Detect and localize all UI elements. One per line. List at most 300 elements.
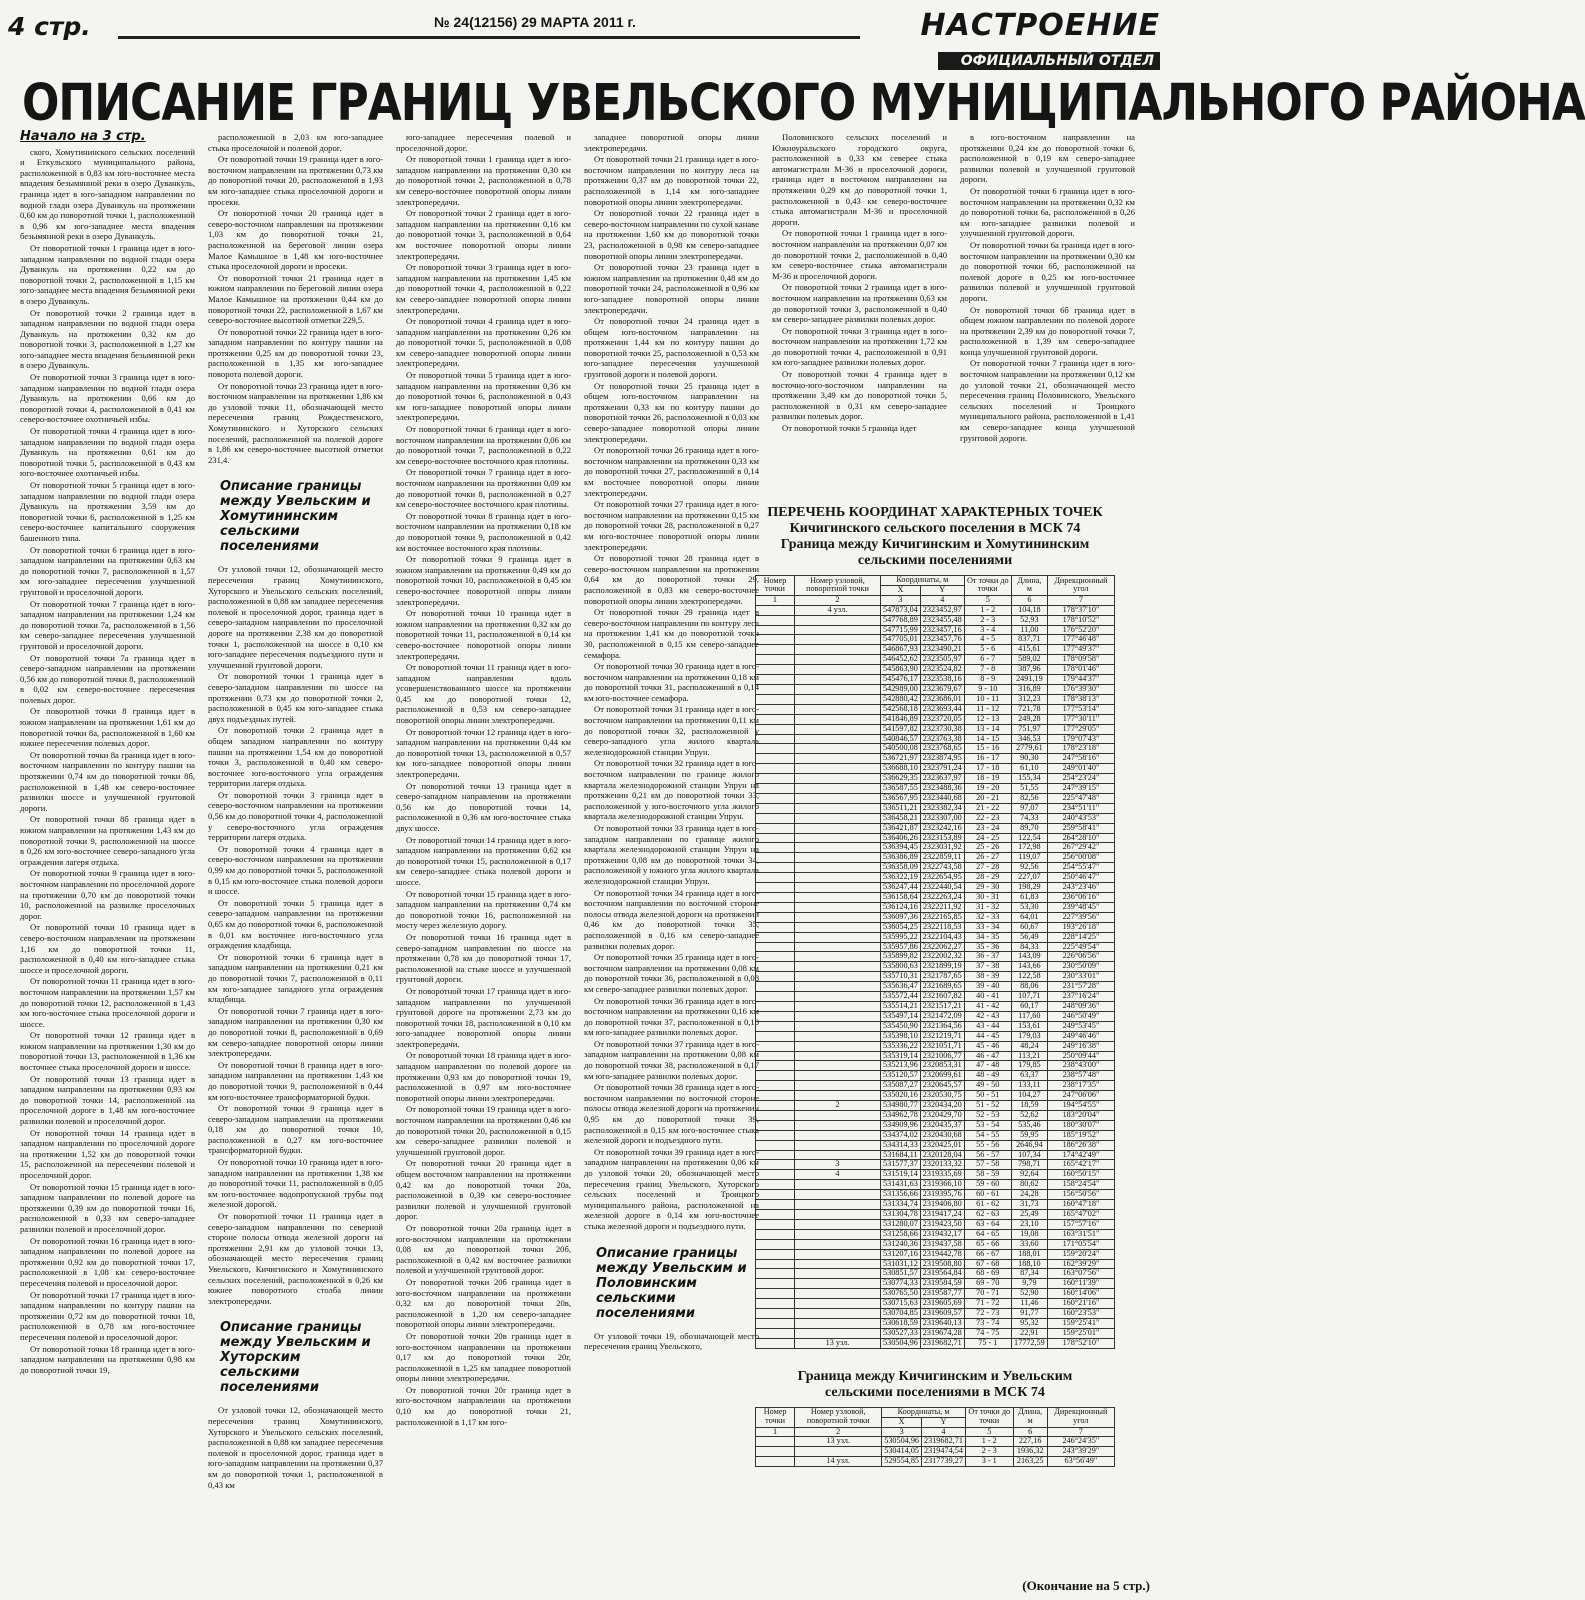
table-cell [794,625,880,635]
paragraph: От поворотной точки 6 граница идет в западном направлении на протяжении 0,21 км до поворотной точки 7, расположенной в 0,11 км юго-западнее западного угла ограждения кладбища. [208,951,383,1005]
paragraph: От поворотной точки 36 граница идет в юго-восточном направлении на протяжении 0,16 км до поворотной точки 37, расположенной в 0,10 км юго-западнее развилки полевых дорог. [584,995,759,1038]
header-from-to: От точки до точки [965,1407,1013,1427]
table-cell [794,793,880,803]
table-cell: 46 - 47 [964,1051,1011,1061]
table-cell [756,1190,795,1200]
table-row [756,764,1115,774]
table-cell: 183°20'04" [1047,1110,1114,1120]
table-cell: 159°25'01" [1047,1328,1114,1338]
column-number: 6 [1013,1427,1047,1437]
table-row [756,922,1115,932]
column-number: 5 [965,1427,1013,1437]
table-cell: 3 - 1 [965,1457,1013,1467]
table-cell: 25,49 [1011,1210,1047,1220]
table-cell: 346,53 [1011,734,1047,744]
table-row [756,1328,1115,1338]
column-3-text [396,132,571,1427]
table-cell [756,1160,795,1170]
table-cell: 48,24 [1011,1041,1047,1051]
table-cell [756,902,795,912]
table-cell: 3 - 4 [964,625,1011,635]
table-cell: 247°58'16" [1047,754,1114,764]
table-cell [756,1130,795,1140]
header-x: X [881,585,921,595]
table-row [756,1091,1115,1101]
column-number: 7 [1047,595,1114,605]
page-header [8,8,1160,48]
table-row [756,714,1115,724]
table-row [756,754,1115,764]
table-cell: 66 - 67 [964,1249,1011,1259]
table-cell: 26 - 27 [964,853,1011,863]
table-cell: 2322062,27 [920,942,964,952]
table-cell: 178°10'52" [1047,615,1114,625]
table-cell [756,972,795,982]
table-cell: 53,30 [1011,902,1047,912]
paragraph: От поворотной точки 8 граница идет в юго-западном направлении на протяжении 1,43 км до поворотной точки 9, расположенной в 0,44 км юго-восточнее трансформаторной будки. [208,1059,383,1102]
table-cell [794,1200,880,1210]
paragraph: От поворотной точки 10 граница идет в северо-восточном направлении на протяжении 1,16 км до поворотной точки 11, расположенной в 0,40 км юго-западнее стыка шоссе и проселочной дороги. [20,922,195,975]
table-cell: 230°33'01" [1047,972,1114,982]
paragraph: От поворотной точки 22 граница идет в северо-восточном направлении по сухой канаве на протяжении 1,60 км до поворотной точки 23, расположенной в 0,98 км северо-западнее поворотной опоры линии электропередачи. [584,208,759,261]
table-row [756,863,1115,873]
paragraph: От поворотной точки 7 граница идет в юго-восточном направлении на протяжении 0,09 км до поворотной точки 8, расположенной в 0,27 км северо-восточнее восточного края плотины. [396,467,571,510]
header-angle: Дирекционный угол [1047,1407,1114,1427]
table-cell: 51 - 52 [964,1101,1011,1111]
table-cell: 535336,22 [881,1041,921,1051]
table-cell: 12 - 13 [964,714,1011,724]
table-cell: 22 - 23 [964,813,1011,823]
table-row [756,952,1115,962]
table-cell: 535572,44 [881,992,921,1002]
table-cell [794,655,880,665]
table-cell: 177°49'37" [1047,645,1114,655]
table-cell: 122,54 [1011,833,1047,843]
table-cell: 177°30'11" [1047,714,1114,724]
table-cell: 530704,85 [881,1309,921,1319]
paragraph: От поворотной точки 11 граница идет в юго-западном направлении вдоль усовершенствованного шоссе на протяжении 0,45 км до поворотной точки 12, расположенной в 0,53 км северо-западнее поворотной опоры линии электропередачи. [396,662,571,726]
table-row [756,942,1115,952]
table-cell: 178°37'10" [1047,605,1114,615]
table-cell: 43 - 44 [964,1021,1011,1031]
table-row [756,1170,1115,1180]
table-cell [756,1437,795,1447]
table-cell: 535710,31 [881,972,921,982]
paragraph: в юго-восточном направлении на протяжении 0,24 км до поворотной точки 6, расположенной в 0,19 км северо-западнее развилки полевой и улучшенной грунтовой дороги. [960,132,1135,185]
column-number: 4 [920,595,964,605]
table-cell: 250°09'44" [1047,1051,1114,1061]
table-cell: 2321607,82 [920,992,964,1002]
table-cell: 2319682,71 [922,1437,966,1447]
table-cell [794,1031,880,1041]
table-cell: 19 - 20 [964,784,1011,794]
table-cell: 3 [794,1160,880,1170]
table-cell: 238°17'35" [1047,1081,1114,1091]
table-cell: 31 - 32 [964,902,1011,912]
table-cell [794,833,880,843]
table-row [756,784,1115,794]
paragraph: От поворотной точки 5 граница идет [782,423,917,434]
table-cell [756,1318,795,1328]
page-number: 4 стр. [8,12,91,41]
table-cell: 143,66 [1011,962,1047,972]
paragraph: От поворотной точки 1 граница идет в юго-западном направлении по водной глади озера Дуванкуль на протяжении 0,22 км до поворотной точки 2, расположенной в 1,15 км юго-западнее места впадения безымянной реки в озеро Дуванкуль. [20,242,195,306]
table-cell: 60 - 61 [964,1190,1011,1200]
table-cell: 179°07'43" [1047,734,1114,744]
table-cell: 2319508,80 [920,1259,964,1269]
table-cell: 2319474,54 [922,1447,966,1457]
paragraph: От поворотной точки 15 граница идет в юго-западном направлении на протяжении 0,74 км до поворотной точки 16, расположенной на мосту через железную дорогу. [396,888,571,931]
column-number: 4 [922,1427,966,1437]
table-row [756,1309,1115,1319]
table-cell: 143,09 [1011,952,1047,962]
table-cell: 97,07 [1011,803,1047,813]
table-cell: 536587,55 [881,784,921,794]
table-row [756,1210,1115,1220]
table-cell [794,843,880,853]
table-cell: 254°23'24" [1047,774,1114,784]
table-cell: 104,18 [1011,605,1047,615]
paragraph: От поворотной точки 18 граница идет в юго-западном направлении по полевой дороге на протяжении 0,93 км до поворотной точки 19, расположенной в 0,97 км юго-восточнее поворотной опоры линии электропередачи. [396,1050,571,1103]
column-number: 2 [795,1427,882,1437]
table-cell [756,625,795,635]
table-cell [756,1229,795,1239]
table-cell: 160°47'18" [1047,1200,1114,1210]
table-cell [794,774,880,784]
table-cell [756,942,795,952]
table-1-body [756,605,1115,1348]
table-row [756,694,1115,704]
table-cell: 2323490,21 [920,645,964,655]
table-cell: 228°14'25" [1047,932,1114,942]
table-cell [756,1259,795,1269]
table-cell: 32 - 33 [964,912,1011,922]
table-cell [756,635,795,645]
paragraph: От поворотной точки 28 граница идет в северо-восточном направлении на протяжении 0,64 км до поворотной точки 29, расположенной в 0,83 км северо-восточнее поворотной опоры линии электропередачи. [584,553,759,606]
table-cell: 49 - 50 [964,1081,1011,1091]
table-cell: 28 - 29 [964,873,1011,883]
table-cell [756,774,795,784]
table-cell: 536394,45 [881,843,921,853]
paragraph: От поворотной точки 8а граница идет в юго-восточном направлении по контуру пашни на протяжении 0,74 км до поворотной точки 8б, расположенной в 1,48 км северо-восточнее развилки шоссе и улучшенной грунтовой дороги. [20,749,195,813]
table-cell: 179,85 [1011,1061,1047,1071]
table-cell: 536247,44 [881,883,921,893]
table-cell: 312,23 [1011,694,1047,704]
header-node: Номер узловой, поворотной точки [794,576,880,596]
table-cell: 2321472,09 [920,1011,964,1021]
table-cell: 2320425,01 [920,1140,964,1150]
table-row [756,823,1115,833]
table-cell: 240°43'53" [1047,813,1114,823]
table-cell [756,922,795,932]
table-cell [756,1200,795,1210]
table-cell [794,823,880,833]
table-cell [756,1309,795,1319]
table-cell [756,1041,795,1051]
table-cell: 84,33 [1011,942,1047,952]
paragraph: От поворотной точки 2 граница идет в юго-восточном направлении на протяжении 0,63 км до поворотной точки 3, расположенной в 0,40 км северо-западнее развилки полевых дорог. [772,282,947,325]
paragraph: От поворотной точки 2 граница идет в общем западном направлении по контуру пашни на протяжении 1,54 км до поворотной точки 3, расположенной в 0,40 км северо-восточнее юго-восточного угла ограждения территории лагеря отдыха. [208,725,383,789]
table-cell [794,1021,880,1031]
table-cell: 2323693,44 [920,704,964,714]
table-cell: 7 - 8 [964,665,1011,675]
table-cell: 2323730,38 [920,724,964,734]
table-row [756,1259,1115,1269]
table-cell [794,1001,880,1011]
table-cell: 545476,17 [881,675,921,685]
table-cell: 2320429,70 [920,1110,964,1120]
table-cell: 157°57'16" [1047,1219,1114,1229]
table-cell: 530765,50 [881,1289,921,1299]
table-cell: 2323874,95 [920,754,964,764]
table-cell [756,1180,795,1190]
paragraph: От поворотной точки 1 граница идет в юго-восточном направлении на протяжении 0,07 км до поворотной точки 2, расположенной в 0,40 км северо-восточнее стыка автомагистрали М-36 и проселочной дороги. [772,228,947,281]
table-row [756,813,1115,823]
table-cell: 535514,21 [881,1001,921,1011]
table-cell [794,1061,880,1071]
table-cell: 535319,14 [881,1051,921,1061]
paragraph: От поворотной точки 12 граница идет в юго-западном направлении на протяжении 0,44 км до поворотной точки 13, расположенной в 0,57 км юго-западнее поворотной опоры линии электропередачи. [396,726,571,780]
table-cell [794,1229,880,1239]
table-cell: 231°57'28" [1047,982,1114,992]
table-cell: 2321517,21 [920,1001,964,1011]
paragraph: От поворотной точки 20г граница идет в юго-восточном направлении на протяжении 0,10 км до поворотной точки 21, расположенной в 1,17 км юго- [396,1384,571,1427]
table-cell: 177°53'14" [1047,704,1114,714]
table-cell: 16 - 17 [964,754,1011,764]
table-cell [794,1190,880,1200]
table-cell: 179,03 [1011,1031,1047,1041]
paragraph: ского, Хомутининского сельских поселений и Еткульского муниципального района, расположенной в 0,83 км юго-восточнее места впадения безымянной реки в озеро Дуванкуль, граница идет в юго-западном направлении по водной глади озера Дуванкуль на протяжении 0,60 км до поворотной точки 1, расположенной в 0,96 км юго-западнее места впадения безымянной реки в озеро Дуванкуль. [20,146,195,242]
table-cell: 531356,66 [881,1190,921,1200]
table-cell [756,843,795,853]
paragraph: От поворотной точки 4 граница идет в северо-восточном направлении на протяжении 0,99 км до поворотной точки 5, расположенной в 0,15 км юго-восточнее стыка полевой дороги и шоссе. [208,843,383,897]
paragraph: От поворотной точки 20в граница идет в юго-восточном направлении на протяжении 0,17 км до поворотной точки 20г, расположенной в 1,25 км западнее поворотной опоры линии электропередачи. [396,1330,571,1384]
table-cell: 52,62 [1011,1110,1047,1120]
table-cell [756,655,795,665]
table-cell [756,694,795,704]
paragraph: От поворотной точки 17 граница идет в юго-западном направлении по контуру пашни на протяжении 0,72 км до поворотной точки 18, расположенной в 0,78 км юго-восточнее пересечения полевой и проселочной дорог. [20,1289,195,1342]
table-cell: 534314,33 [881,1140,921,1150]
table-cell [756,1299,795,1309]
table-cell: 2319564,84 [920,1269,964,1279]
table-row [756,982,1115,992]
paragraph: юго-западнее пересечения полевой и проселочной дорог. [396,132,571,153]
table-cell: 2323307,00 [920,813,964,823]
table-cell: 180°30'07" [1047,1120,1114,1130]
table-cell: 531240,36 [881,1239,921,1249]
table-cell [756,1110,795,1120]
table-cell [756,1150,795,1160]
table-cell: 2323452,97 [920,605,964,615]
table-cell: 2322654,95 [920,873,964,883]
table-cell: 535800,63 [881,962,921,972]
table-row [756,932,1115,942]
table-row [756,1180,1115,1190]
table-cell [756,793,795,803]
table-cell: 535020,16 [881,1091,921,1101]
table-2-title [755,1369,1115,1401]
table-cell: 1 - 2 [964,605,1011,615]
table-cell: 2319609,57 [920,1309,964,1319]
table-cell: 236°06'16" [1047,893,1114,903]
table-cell: 531258,66 [881,1229,921,1239]
table-cell: 59 - 60 [964,1180,1011,1190]
table-cell [795,1447,882,1457]
table-cell: 17772,59 [1011,1338,1047,1348]
table-cell [756,684,795,694]
table-cell: 13 узл. [795,1437,882,1447]
table-cell: 239°48'45" [1047,902,1114,912]
table-cell: 22,91 [1011,1328,1047,1338]
table-cell: 61,83 [1011,893,1047,903]
table-cell: 25 - 26 [964,843,1011,853]
table-cell [794,615,880,625]
paragraph: расположенной в 2,03 км юго-западнее стыка проселочной и полевой дорог. [208,132,383,153]
table-cell: 64,01 [1011,912,1047,922]
table-cell: 530774,33 [881,1279,921,1289]
table-cell: 530715,63 [881,1299,921,1309]
paragraph: От узловой точки 12, обозначающей место пересечения границ Хомутининского, Хуторского и Увельского сельских поселений, расположенной в 0,88 км западнее пересечения полевой и проселочной дорог, граница идет в северо-западном направлении по проселочной дороге на протяжении 2,38 км до поворотной точки 1, расположенной на шоссе в 0,10 км юго-западнее пересечения подъездного пути и улучшенной грунтовой дороги. [208,564,383,670]
table-cell: 92,64 [1011,1170,1047,1180]
column-number: 6 [1011,595,1047,605]
paragraph: западнее поворотной опоры линии электропередачи. [584,132,759,153]
table-cell [756,893,795,903]
table-row [756,1200,1115,1210]
table-cell [756,1289,795,1299]
table-row [756,1289,1115,1299]
table-cell: 30 - 31 [964,893,1011,903]
table-cell [756,645,795,655]
paragraph: От поворотной точки 26 граница идет в юго-восточном направлении на протяжении 0,33 км до поворотной точки 27, расположенной в 0,14 км восточнее поворотной опоры линии электропередачи. [584,445,759,498]
coordinates-table-1 [755,575,1115,1349]
table-cell: 194°54'55" [1047,1101,1114,1111]
paragraph: От поворотной точки 9 граница идет в северо-западном направлении на протяжении 0,18 км до поворотной точки 10, расположенной в 0,27 км юго-восточнее трансформаторной будки. [208,1103,383,1156]
table-cell: 11 - 12 [964,704,1011,714]
table-row [756,912,1115,922]
table-cell [794,1259,880,1269]
table-cell: 2323457,16 [920,625,964,635]
table-cell: 178°38'13" [1047,694,1114,704]
paragraph: От поворотной точки 8 граница идет в юго-восточном направлении на протяжении 0,18 км до поворотной точки 9, расположенной в 0,42 км восточнее восточного края плотины. [396,510,571,553]
table-cell: 2320430,68 [920,1130,964,1140]
table-cell: 249°46'46" [1047,1031,1114,1041]
table-cell [794,1081,880,1091]
paragraph: От поворотной точки 25 граница идет в общем юго-восточном направлении на протяжении 0,33 км по контуру пашни до поворотной точки 26, расположенной в 0,03 км северо-западнее поворотной опоры линии электропередачи. [584,380,759,444]
table-cell: 246°50'49" [1047,1011,1114,1021]
table-cell: 2319417,24 [920,1210,964,1220]
table-cell: 52 - 53 [964,1110,1011,1120]
table-cell: 535120,57 [881,1071,921,1081]
table-cell: 2323488,36 [920,784,964,794]
table-cell [756,1011,795,1021]
table-cell: 535995,22 [881,932,921,942]
table-cell: 2 - 3 [965,1447,1013,1457]
paragraph: От поворотной точки 5 граница идет в юго-западном направлении на протяжении 0,36 км до поворотной точки 6, расположенной в 0,43 км юго-западнее поворотной опоры линии электропередачи. [396,370,571,423]
table-cell: 68 - 69 [964,1269,1011,1279]
table-cell [794,942,880,952]
table-cell: 198,29 [1011,883,1047,893]
table-cell: 535957,86 [881,942,921,952]
table-cell [794,1091,880,1101]
table-cell: 2323679,67 [920,684,964,694]
table-cell: 23,10 [1011,1219,1047,1229]
table-row [756,655,1115,665]
paragraph: От узловой точки 12, обозначающей место пересечения границ Хомутининского, Хуторского и Увельского сельских поселений, расположенной в 0,88 км западнее пересечения полевой и проселочной дорог, граница идет в юго-западном направлении на протяжении 0,37 км до поворотной точки 1, расположенной в 0,43 км [208,1405,383,1490]
paragraph: От поворотной точки 38 граница идет в юго-восточном направлении по восточной стороне полосы отвода железной дороги на протяжении 0,95 км до поворотной точки 39, расположенной в 0,15 км юго-восточнее стыка железной дороги и подъездного пути. [584,1082,759,1146]
table-cell: 160°11'39" [1047,1279,1114,1289]
table-cell [794,962,880,972]
paragraph: От поворотной точки 22 граница идет в юго-западном направлении по контуру пашни на протяжении 0,25 км до поворотной точки 23, расположенной в 1,35 км юго-западнее поворота полевой дороги. [208,326,383,380]
table-cell: 2319587,77 [920,1289,964,1299]
table-cell: 176°52'20" [1047,625,1114,635]
paragraph: От поворотной точки 33 граница идет в юго-западном направлении по границе жилого квартала железнодорожной станции Упрун на протяжении 0,08 км до поворотной точки 34, расположенной у южного угла жилого квартала железнодорожной станции Упрун. [584,823,759,886]
table-cell [794,764,880,774]
paragraph: От поворотной точки 6б граница идет в общем южном направлении по полевой дороге на протяжении 2,39 км до поворотной точки 7, расположенной в 1,39 км северо-западнее конца улучшенной грунтовой дороги. [960,304,1135,357]
table-row [756,1071,1115,1081]
table-cell [756,605,795,615]
table-cell: 2323720,05 [920,714,964,724]
table-cell [756,1239,795,1249]
table-row [756,962,1115,972]
table-cell: 178°52'10" [1047,1338,1114,1348]
table-row [756,1140,1115,1150]
table-cell [794,734,880,744]
table-cell: 536386,89 [881,853,921,863]
header-node: Номер узловой, поворотной точки [795,1407,882,1427]
table-cell: 33 - 34 [964,922,1011,932]
table-cell: 11,00 [1011,625,1047,635]
table-cell: 52,90 [1011,1289,1047,1299]
table-cell: 2319395,76 [920,1190,964,1200]
paragraph: От поворотной точки 4 граница идет в восточно-юго-восточном направлении на протяжении 3,49 км до поворотной точки 5, расположенной в 0,31 км северо-западнее развилки полевых дорог. [772,369,947,422]
table-cell [794,873,880,883]
table-cell: 2321006,77 [920,1051,964,1061]
table-cell: 162°39'29" [1047,1259,1114,1269]
table-cell: 536158,64 [881,893,921,903]
table-row [756,1061,1115,1071]
table-row [756,675,1115,685]
table-cell: 107,71 [1011,992,1047,1002]
table-cell: 2321051,71 [920,1041,964,1051]
table-cell: 113,21 [1011,1051,1047,1061]
column-number: 1 [756,595,795,605]
paragraph: От поворотной точки 3 граница идет в северо-восточном направлении на протяжении 0,56 км до поворотной точки 4, расположенной у северо-восточного угла ограждения территории лагеря отдыха. [208,789,383,843]
table-cell: 11,46 [1011,1299,1047,1309]
table-cell: 535213,96 [881,1061,921,1071]
table-cell: 160°23'53" [1047,1309,1114,1319]
table-cell: 2322859,11 [920,853,964,863]
table-cell: 133,11 [1011,1081,1047,1091]
table-cell: 2319423,50 [920,1219,964,1229]
table-cell: 2319442,78 [920,1249,964,1259]
table-row [756,853,1115,863]
table-cell: 62 - 63 [964,1210,1011,1220]
paragraph: От поворотной точки 14 граница идет в западном направлении по проселочной дороге на протяжении 1,52 км до поворотной точки 15, расположенной на пересечении полевой и проселочной дорог. [20,1127,195,1180]
table-cell: 91,77 [1011,1309,1047,1319]
table-cell: 247°06'06" [1047,1091,1114,1101]
table-cell: 179°44'37" [1047,675,1114,685]
table-cell: 47 - 48 [964,1061,1011,1071]
table-row [756,883,1115,893]
table-cell [794,1150,880,1160]
table-cell: 530504,96 [881,1338,921,1348]
table-cell: 1 - 2 [965,1437,1013,1447]
header-angle: Дирекционный угол [1047,576,1114,596]
table-cell: 92,56 [1011,863,1047,873]
table-cell: 387,96 [1011,665,1047,675]
table-cell: 61,10 [1011,764,1047,774]
table-cell: 536511,21 [881,803,921,813]
